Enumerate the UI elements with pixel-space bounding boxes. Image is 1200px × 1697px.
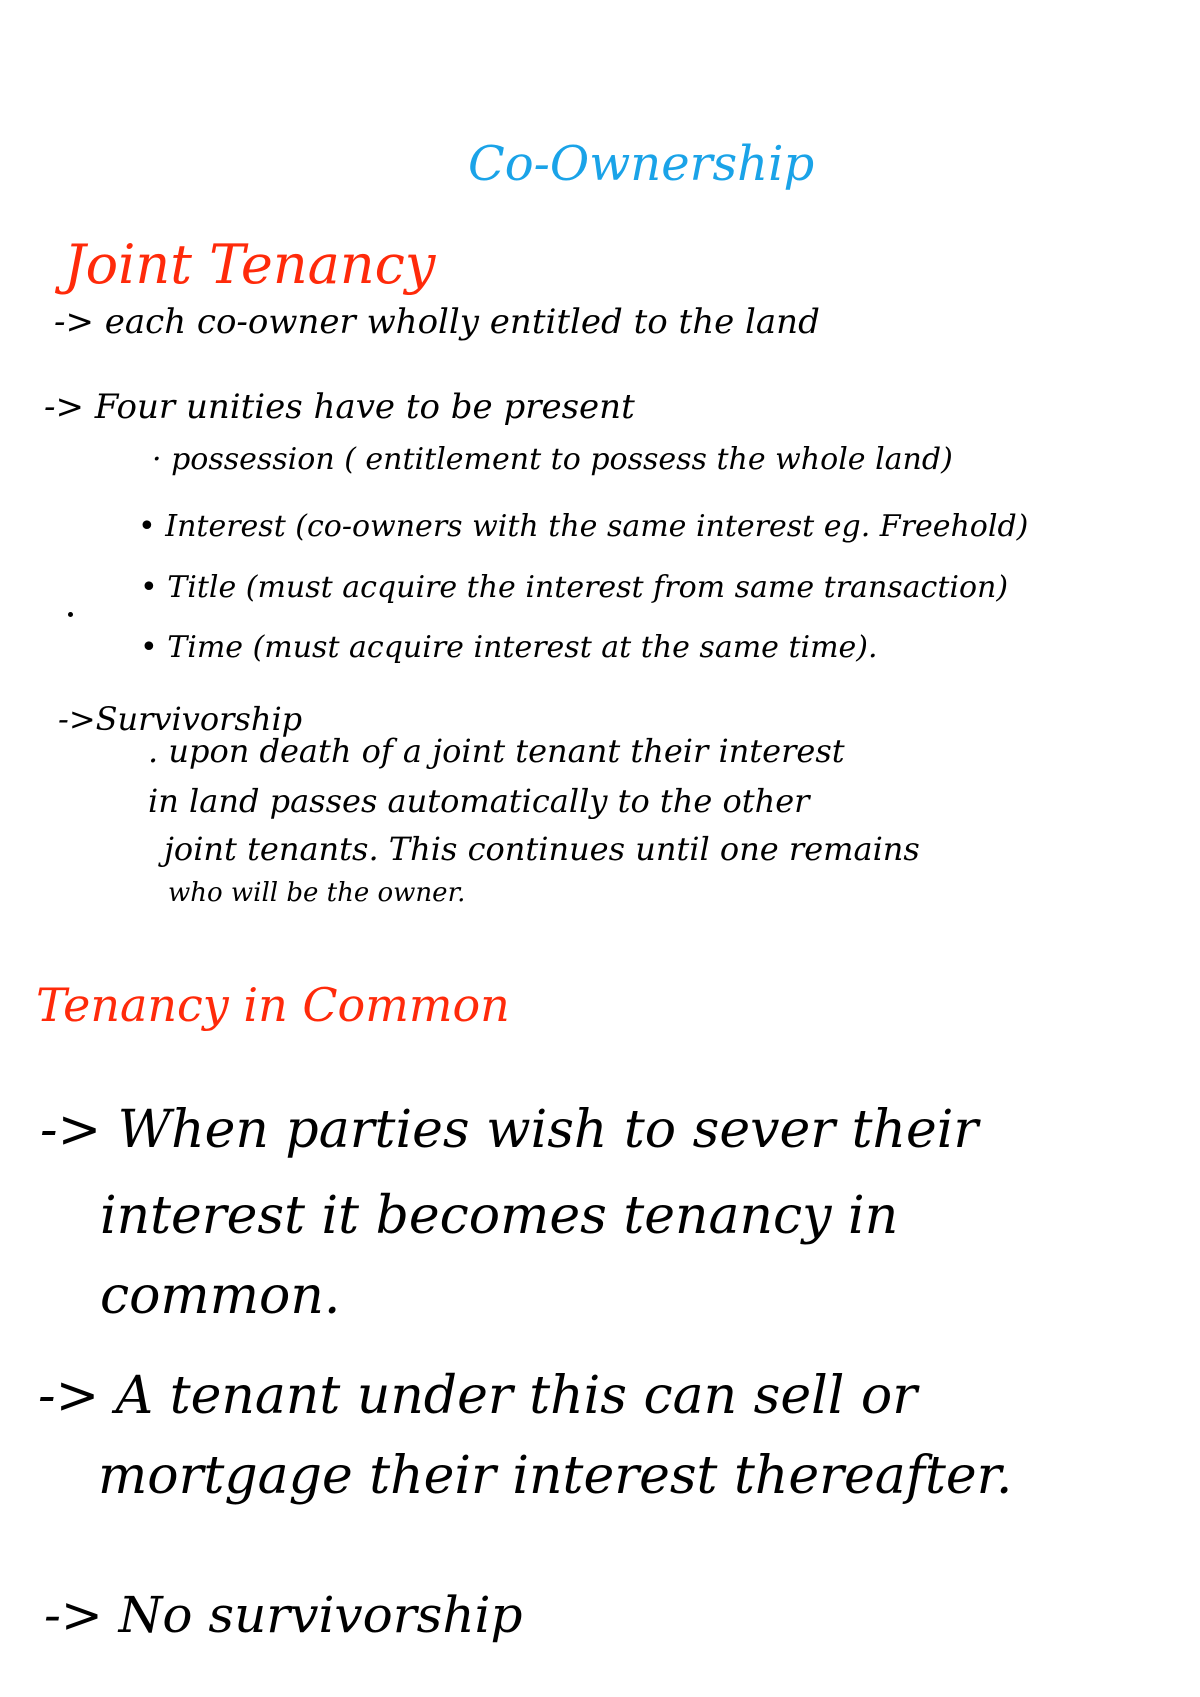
- survivorship-label: ->Survivorship: [58, 700, 303, 738]
- bullet-interest: • Interest (co-owners with the same interest eg. Freehold): [138, 509, 1029, 544]
- stray-ink-dot: [68, 612, 73, 617]
- common-note-line: common.: [100, 1266, 341, 1326]
- survivorship-text-line: joint tenants. This continues until one remains: [164, 830, 920, 868]
- survivorship-text-line: who will be the owner.: [168, 878, 466, 908]
- survivorship-text-line: in land passes automatically to the other: [148, 782, 810, 820]
- common-note-line: -> When parties wish to sever their: [40, 1100, 979, 1160]
- common-note-line: -> A tenant under this can sell or: [38, 1366, 918, 1426]
- common-note-line: interest it becomes tenancy in: [100, 1186, 899, 1246]
- note-line-four-unities: -> Four unities have to be present: [44, 387, 635, 427]
- survivorship-text-line: . upon death of a joint tenant their interest: [148, 732, 845, 770]
- bullet-title: • Title (must acquire the interest from same transaction): [140, 570, 1009, 605]
- page-title: Co-Ownership: [468, 136, 815, 192]
- joint-tenancy-heading: Joint Tenancy: [64, 233, 436, 296]
- common-note-line: mortgage their interest thereafter.: [98, 1446, 1013, 1506]
- common-note-line: -> No survivorship: [44, 1586, 523, 1644]
- bullet-possession: · possession ( entitlement to possess the whole land): [152, 442, 953, 477]
- tenancy-in-common-heading: Tenancy in Common: [36, 978, 510, 1032]
- note-line-entitled: -> each co-owner wholly entitled to the land: [54, 302, 820, 342]
- bullet-time: • Time (must acquire interest at the same time).: [140, 630, 878, 665]
